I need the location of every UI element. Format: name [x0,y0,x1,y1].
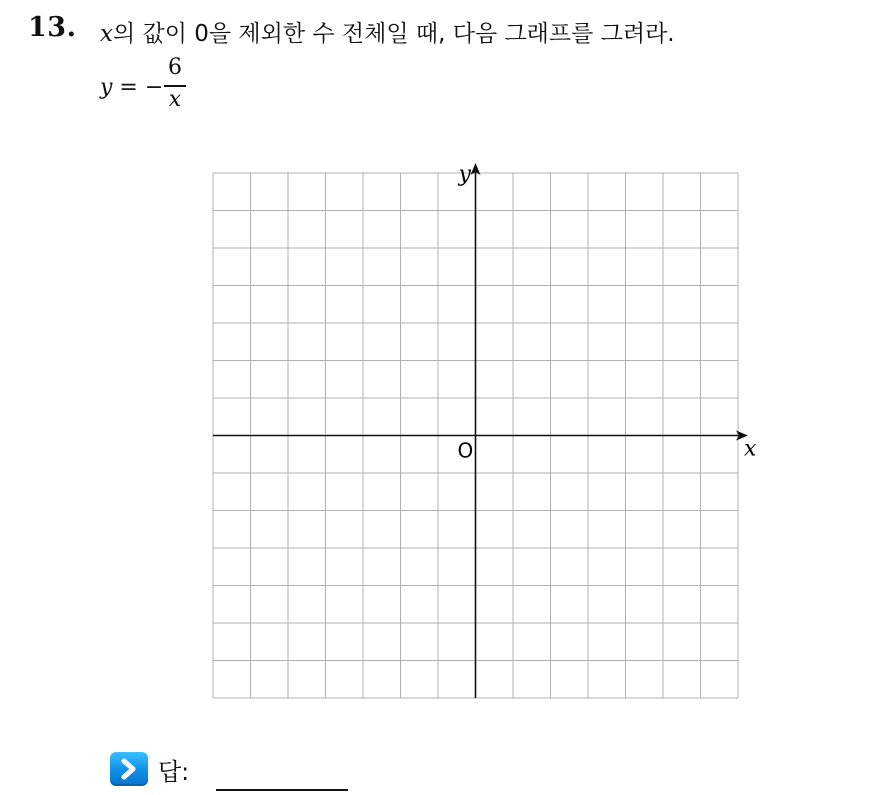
y-axis-label: y [458,162,471,187]
formula-lhs: y = − [100,75,164,100]
axes [213,163,748,698]
formula-denominator: x [168,86,182,112]
formula-numerator: 6 [168,55,182,80]
question-variable: x [100,21,113,47]
formula-fraction [164,55,186,115]
x-axis-label: x [744,436,757,462]
chevron-right-icon [110,752,148,786]
question-text [100,15,675,48]
coordinate-grid[interactable] [195,155,775,705]
question-number: 13. [28,12,77,43]
origin-label: O [457,438,474,463]
question-body: 의 값이 0을 제외한 수 전체일 때, 다음 그래프를 그려라. [112,21,675,47]
answer-blank[interactable] [216,789,348,791]
answer-label: 답: [158,758,190,786]
